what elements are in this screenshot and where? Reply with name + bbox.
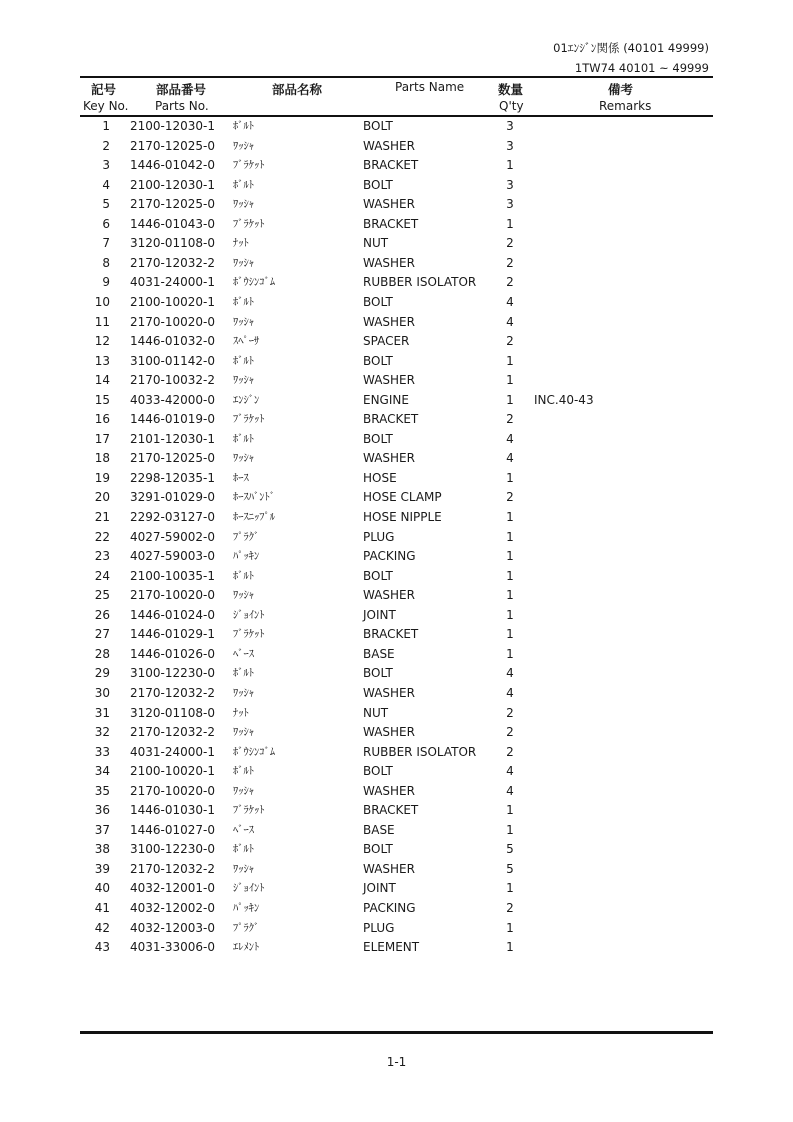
parts-name-jp-cell: ﾍﾞｰｽ xyxy=(233,647,254,660)
parts-no-cell: 2170-10020-0 xyxy=(130,314,216,329)
key-no-cell: 39 xyxy=(94,861,110,876)
column-header-name-en: Parts Name xyxy=(395,80,465,94)
parts-name-en-cell: WASHER xyxy=(363,314,415,329)
table-row xyxy=(0,371,793,391)
key-no-cell: 26 xyxy=(94,607,110,622)
key-no-cell: 32 xyxy=(94,725,110,740)
key-no-cell: 7 xyxy=(102,236,110,251)
parts-name-jp-cell: ﾜｯｼｬ xyxy=(233,686,254,699)
key-no-cell: 16 xyxy=(94,412,110,427)
key-no-cell: 5 xyxy=(102,197,110,212)
table-row xyxy=(0,293,793,313)
parts-name-jp-cell: ﾎﾞﾙﾄ xyxy=(233,354,254,367)
key-no-cell: 3 xyxy=(102,158,110,173)
quantity-cell: 3 xyxy=(506,119,514,133)
quantity-cell: 1 xyxy=(506,568,514,583)
parts-name-en-cell: PACKING xyxy=(363,901,416,915)
key-no-cell: 28 xyxy=(94,646,110,661)
table-row xyxy=(0,664,793,684)
quantity-cell: 1 xyxy=(506,822,514,837)
column-header-key-en: Key No. xyxy=(83,99,129,113)
table-row xyxy=(0,313,793,333)
key-no-cell: 22 xyxy=(94,529,110,544)
parts-no-cell: 2292-03127-0 xyxy=(130,510,216,524)
parts-no-cell: 4027-59003-0 xyxy=(130,549,216,564)
column-header-pno-en: Parts No. xyxy=(155,99,209,113)
parts-no-cell: 1446-01029-1 xyxy=(130,627,216,642)
key-no-cell: 14 xyxy=(94,373,110,388)
quantity-cell: 1 xyxy=(506,920,514,935)
key-no-cell: 30 xyxy=(94,685,110,700)
parts-name-en-cell: WASHER xyxy=(363,861,415,876)
parts-name-jp-cell: ﾎﾞｳｼﾝｺﾞﾑ xyxy=(233,276,275,289)
key-no-cell: 9 xyxy=(102,275,110,290)
table-row xyxy=(0,176,793,196)
parts-no-cell: 2170-10020-0 xyxy=(130,588,216,603)
table-row xyxy=(0,782,793,802)
key-no-cell: 43 xyxy=(94,940,110,955)
table-row xyxy=(0,410,793,430)
parts-no-cell: 2170-12032-2 xyxy=(130,725,216,740)
quantity-cell: 4 xyxy=(506,783,514,798)
key-no-cell: 19 xyxy=(94,470,110,485)
quantity-cell: 4 xyxy=(506,685,514,700)
parts-name-jp-cell: ﾌﾞﾗｹｯﾄ xyxy=(233,217,265,230)
parts-no-cell: 4031-33006-0 xyxy=(130,940,216,955)
table-row xyxy=(0,938,793,958)
key-no-cell: 40 xyxy=(94,881,110,896)
quantity-cell: 1 xyxy=(506,646,514,661)
parts-name-en-cell: RUBBER ISOLATOR xyxy=(363,744,477,759)
parts-name-jp-cell: ｴﾝｼﾞﾝ xyxy=(233,393,260,406)
parts-name-en-cell: WASHER xyxy=(363,451,415,466)
table-row xyxy=(0,430,793,450)
parts-name-en-cell: WASHER xyxy=(363,197,415,212)
parts-no-cell: 3100-12230-0 xyxy=(130,666,216,681)
quantity-cell: 2 xyxy=(506,236,514,251)
page-number: 1-1 xyxy=(386,1055,407,1069)
parts-name-en-cell: HOSE CLAMP xyxy=(363,490,442,505)
key-no-cell: 36 xyxy=(94,803,110,818)
parts-name-en-cell: BRACKET xyxy=(363,803,419,818)
parts-name-jp-cell: ﾜｯｼｬ xyxy=(233,784,254,797)
table-row xyxy=(0,137,793,157)
parts-name-jp-cell: ﾜｯｼｬ xyxy=(233,589,254,602)
parts-name-jp-cell: ﾜｯｼｬ xyxy=(233,726,254,739)
parts-name-en-cell: HOSE NIPPLE xyxy=(363,510,442,524)
quantity-cell: 4 xyxy=(506,314,514,329)
quantity-cell: 4 xyxy=(506,294,514,309)
key-no-cell: 15 xyxy=(94,392,110,407)
quantity-cell: 4 xyxy=(506,451,514,466)
parts-no-cell: 4027-59002-0 xyxy=(130,529,216,544)
parts-no-cell: 2170-12032-2 xyxy=(130,861,216,876)
parts-name-jp-cell: ｼﾞｮｲﾝﾄ xyxy=(233,608,265,621)
parts-name-jp-cell: ﾎﾞﾙﾄ xyxy=(233,843,254,856)
parts-no-cell: 4032-12002-0 xyxy=(130,901,216,915)
quantity-cell: 2 xyxy=(506,412,514,427)
parts-name-en-cell: PACKING xyxy=(363,549,416,564)
parts-no-cell: 1446-01019-0 xyxy=(130,412,216,427)
quantity-cell: 1 xyxy=(506,392,514,407)
parts-name-jp-cell: ｽﾍﾟｰｻ xyxy=(233,335,260,348)
parts-no-cell: 1446-01030-1 xyxy=(130,803,216,818)
key-no-cell: 12 xyxy=(94,334,110,349)
quantity-cell: 2 xyxy=(506,705,514,720)
quantity-cell: 2 xyxy=(506,490,514,505)
table-row xyxy=(0,879,793,899)
table-row xyxy=(0,234,793,254)
quantity-cell: 1 xyxy=(506,373,514,388)
quantity-cell: 1 xyxy=(506,607,514,622)
parts-name-jp-cell: ﾅｯﾄ xyxy=(233,706,249,719)
parts-no-cell: 3291-01029-0 xyxy=(130,490,216,505)
parts-name-jp-cell: ｴﾚﾒﾝﾄ xyxy=(233,941,260,954)
parts-name-jp-cell: ﾜｯｼｬ xyxy=(233,862,254,875)
parts-no-cell: 4031-24000-1 xyxy=(130,744,216,759)
table-row xyxy=(0,625,793,645)
quantity-cell: 1 xyxy=(506,529,514,544)
parts-name-jp-cell: ﾜｯｼｬ xyxy=(233,452,254,465)
parts-no-cell: 2170-12025-0 xyxy=(130,197,216,212)
quantity-cell: 1 xyxy=(506,881,514,896)
table-row xyxy=(0,821,793,841)
quantity-cell: 2 xyxy=(506,275,514,290)
table-row xyxy=(0,195,793,215)
parts-name-jp-cell: ﾌﾞﾗｹｯﾄ xyxy=(233,159,265,172)
key-no-cell: 11 xyxy=(94,314,110,329)
parts-name-en-cell: WASHER xyxy=(363,373,415,388)
parts-name-jp-cell: ｼﾞｮｲﾝﾄ xyxy=(233,882,265,895)
parts-no-cell: 2100-10020-1 xyxy=(130,764,216,779)
quantity-cell: 1 xyxy=(506,588,514,603)
top-rule xyxy=(80,76,713,78)
parts-no-cell: 2170-12032-2 xyxy=(130,255,216,270)
parts-no-cell: 2101-12030-1 xyxy=(130,431,216,446)
quantity-cell: 3 xyxy=(506,197,514,212)
parts-name-jp-cell: ﾜｯｼｬ xyxy=(233,315,254,328)
key-no-cell: 24 xyxy=(94,568,110,583)
key-no-cell: 31 xyxy=(94,705,110,720)
table-row xyxy=(0,469,793,489)
key-no-cell: 18 xyxy=(94,451,110,466)
key-no-cell: 17 xyxy=(94,431,110,446)
table-row xyxy=(0,586,793,606)
key-no-cell: 10 xyxy=(94,294,110,309)
parts-name-jp-cell: ﾌﾟﾗｸﾞ xyxy=(233,921,260,934)
parts-name-en-cell: NUT xyxy=(363,705,389,720)
key-no-cell: 4 xyxy=(102,177,110,192)
quantity-cell: 4 xyxy=(506,431,514,446)
table-row xyxy=(0,488,793,508)
parts-no-cell: 2170-10032-2 xyxy=(130,373,216,388)
remarks-cell: INC.40-43 xyxy=(534,392,594,407)
table-row xyxy=(0,391,793,411)
column-header-remarks-en: Remarks xyxy=(599,99,652,113)
quantity-cell: 1 xyxy=(506,627,514,642)
key-no-cell: 25 xyxy=(94,588,110,603)
parts-name-en-cell: BASE xyxy=(363,646,395,661)
parts-name-jp-cell: ﾌﾞﾗｹｯﾄ xyxy=(233,413,265,426)
parts-no-cell: 1446-01026-0 xyxy=(130,646,216,661)
parts-no-cell: 1446-01024-0 xyxy=(130,607,216,622)
quantity-cell: 4 xyxy=(506,666,514,681)
quantity-cell: 1 xyxy=(506,510,514,524)
key-no-cell: 33 xyxy=(94,744,110,759)
parts-no-cell: 2100-10020-1 xyxy=(130,294,216,309)
table-row xyxy=(0,899,793,919)
parts-name-jp-cell: ﾜｯｼｬ xyxy=(233,256,254,269)
parts-name-en-cell: BOLT xyxy=(363,119,393,133)
quantity-cell: 4 xyxy=(506,764,514,779)
key-no-cell: 27 xyxy=(94,627,110,642)
quantity-cell: 2 xyxy=(506,744,514,759)
parts-name-en-cell: BOLT xyxy=(363,764,393,779)
parts-no-cell: 2100-10035-1 xyxy=(130,568,216,583)
parts-name-jp-cell: ﾌﾟﾗｸﾞ xyxy=(233,530,260,543)
table-row xyxy=(0,684,793,704)
quantity-cell: 5 xyxy=(506,842,514,857)
parts-name-en-cell: BRACKET xyxy=(363,216,419,231)
table-row xyxy=(0,704,793,724)
parts-name-jp-cell: ﾎﾞｳｼﾝｺﾞﾑ xyxy=(233,745,275,758)
parts-name-en-cell: JOINT xyxy=(363,881,396,896)
header-model-range: 1TW74 40101 ~ 49999 xyxy=(574,61,709,75)
column-header-pno-jp: 部品番号 xyxy=(156,82,207,97)
quantity-cell: 1 xyxy=(506,353,514,368)
parts-no-cell: 2100-12030-1 xyxy=(130,177,216,192)
table-row xyxy=(0,860,793,880)
parts-name-en-cell: BOLT xyxy=(363,353,393,368)
parts-name-jp-cell: ﾊﾟｯｷﾝ xyxy=(233,550,260,563)
parts-no-cell: 3120-01108-0 xyxy=(130,236,216,251)
parts-no-cell: 1446-01042-0 xyxy=(130,158,216,173)
table-row xyxy=(0,547,793,567)
parts-name-jp-cell: ﾎﾞﾙﾄ xyxy=(233,295,254,308)
column-header-qty-en: Q'ty xyxy=(499,99,524,113)
quantity-cell: 2 xyxy=(506,901,514,915)
parts-name-en-cell: BRACKET xyxy=(363,627,419,642)
parts-name-en-cell: BOLT xyxy=(363,431,393,446)
parts-name-en-cell: PLUG xyxy=(363,529,395,544)
parts-name-en-cell: WASHER xyxy=(363,138,415,153)
table-row xyxy=(0,156,793,176)
key-no-cell: 41 xyxy=(94,901,110,915)
parts-no-cell: 2170-12025-0 xyxy=(130,451,216,466)
parts-name-jp-cell: ﾎﾞﾙﾄ xyxy=(233,765,254,778)
parts-no-cell: 4033-42000-0 xyxy=(130,392,216,407)
quantity-cell: 2 xyxy=(506,255,514,270)
table-row xyxy=(0,723,793,743)
key-no-cell: 8 xyxy=(102,255,110,270)
parts-name-en-cell: RUBBER ISOLATOR xyxy=(363,275,477,290)
parts-name-en-cell: NUT xyxy=(363,236,389,251)
parts-name-jp-cell: ﾎｰｽﾊﾞﾝﾄﾞ xyxy=(233,491,275,504)
parts-name-jp-cell: ﾎﾞﾙﾄ xyxy=(233,178,254,191)
header-section-title: 01ｴﾝｼﾞﾝ関係 (40101 49999) xyxy=(553,41,709,55)
parts-name-en-cell: ENGINE xyxy=(363,392,409,407)
bottom-rule xyxy=(80,1031,713,1034)
key-no-cell: 20 xyxy=(94,490,110,505)
table-row xyxy=(0,215,793,235)
table-row xyxy=(0,762,793,782)
parts-no-cell: 2100-12030-1 xyxy=(130,119,216,133)
quantity-cell: 1 xyxy=(506,158,514,173)
quantity-cell: 3 xyxy=(506,177,514,192)
parts-name-en-cell: BOLT xyxy=(363,842,393,857)
parts-no-cell: 3100-01142-0 xyxy=(130,353,216,368)
key-no-cell: 2 xyxy=(102,138,110,153)
quantity-cell: 1 xyxy=(506,470,514,485)
parts-name-jp-cell: ﾊﾟｯｷﾝ xyxy=(233,902,260,914)
parts-name-en-cell: BRACKET xyxy=(363,412,419,427)
parts-name-en-cell: PLUG xyxy=(363,920,395,935)
parts-name-en-cell: WASHER xyxy=(363,588,415,603)
table-row xyxy=(0,273,793,293)
column-header-remarks-jp: 備考 xyxy=(608,82,634,97)
parts-no-cell: 1446-01032-0 xyxy=(130,334,216,349)
column-header-qty-jp: 数量 xyxy=(498,82,524,97)
parts-name-en-cell: BASE xyxy=(363,822,395,837)
key-no-cell: 23 xyxy=(94,549,110,564)
quantity-cell: 1 xyxy=(506,549,514,564)
parts-name-en-cell: SPACER xyxy=(363,334,410,349)
quantity-cell: 2 xyxy=(506,334,514,349)
parts-name-jp-cell: ﾎﾞﾙﾄ xyxy=(233,432,254,445)
parts-no-cell: 2170-12032-2 xyxy=(130,685,216,700)
parts-name-en-cell: BOLT xyxy=(363,666,393,681)
quantity-cell: 1 xyxy=(506,803,514,818)
parts-name-en-cell: BOLT xyxy=(363,568,393,583)
parts-name-jp-cell: ﾜｯｼｬ xyxy=(233,139,254,152)
quantity-cell: 1 xyxy=(506,940,514,955)
table-row xyxy=(0,352,793,372)
table-row xyxy=(0,117,793,137)
parts-name-en-cell: BRACKET xyxy=(363,158,419,173)
table-row xyxy=(0,567,793,587)
parts-name-jp-cell: ﾎﾞﾙﾄ xyxy=(233,120,254,132)
table-row xyxy=(0,645,793,665)
parts-name-jp-cell: ﾌﾞﾗｹｯﾄ xyxy=(233,804,265,817)
table-row xyxy=(0,508,793,528)
parts-name-en-cell: WASHER xyxy=(363,685,415,700)
parts-name-jp-cell: ﾌﾞﾗｹｯﾄ xyxy=(233,628,265,641)
parts-name-jp-cell: ﾎｰｽﾆｯﾌﾟﾙ xyxy=(233,511,275,523)
parts-name-en-cell: WASHER xyxy=(363,783,415,798)
column-header-name-jp: 部品名称 xyxy=(272,82,323,97)
parts-name-jp-cell: ﾜｯｼｬ xyxy=(233,198,254,211)
parts-no-cell: 4032-12001-0 xyxy=(130,881,216,896)
key-no-cell: 21 xyxy=(94,510,110,524)
quantity-cell: 1 xyxy=(506,216,514,231)
column-header-key-jp: 記号 xyxy=(91,82,117,97)
parts-name-en-cell: HOSE xyxy=(363,470,397,485)
table-row xyxy=(0,919,793,939)
key-no-cell: 29 xyxy=(94,666,110,681)
parts-name-jp-cell: ﾎｰｽ xyxy=(233,471,249,484)
parts-no-cell: 1446-01027-0 xyxy=(130,822,216,837)
parts-name-jp-cell: ﾍﾞｰｽ xyxy=(233,823,254,836)
quantity-cell: 2 xyxy=(506,725,514,740)
parts-name-jp-cell: ﾎﾞﾙﾄ xyxy=(233,569,254,582)
parts-no-cell: 1446-01043-0 xyxy=(130,216,216,231)
table-row xyxy=(0,801,793,821)
parts-name-en-cell: WASHER xyxy=(363,255,415,270)
key-no-cell: 13 xyxy=(94,353,110,368)
parts-name-en-cell: BOLT xyxy=(363,294,393,309)
key-no-cell: 42 xyxy=(94,920,110,935)
key-no-cell: 34 xyxy=(94,764,110,779)
parts-no-cell: 2170-12025-0 xyxy=(130,138,216,153)
parts-no-cell: 2298-12035-1 xyxy=(130,470,216,485)
table-row xyxy=(0,840,793,860)
parts-no-cell: 3120-01108-0 xyxy=(130,705,216,720)
table-row xyxy=(0,332,793,352)
parts-name-en-cell: BOLT xyxy=(363,177,393,192)
quantity-cell: 3 xyxy=(506,138,514,153)
parts-name-en-cell: WASHER xyxy=(363,725,415,740)
key-no-cell: 35 xyxy=(94,783,110,798)
key-no-cell: 38 xyxy=(94,842,110,857)
key-no-cell: 37 xyxy=(94,822,110,837)
table-row xyxy=(0,606,793,626)
parts-name-jp-cell: ﾜｯｼｬ xyxy=(233,374,254,387)
parts-no-cell: 4031-24000-1 xyxy=(130,275,216,290)
table-row xyxy=(0,254,793,274)
key-no-cell: 6 xyxy=(102,216,110,231)
parts-no-cell: 4032-12003-0 xyxy=(130,920,216,935)
parts-no-cell: 3100-12230-0 xyxy=(130,842,216,857)
key-no-cell: 1 xyxy=(102,119,110,133)
table-row xyxy=(0,449,793,469)
parts-no-cell: 2170-10020-0 xyxy=(130,783,216,798)
quantity-cell: 5 xyxy=(506,861,514,876)
parts-name-en-cell: JOINT xyxy=(363,607,396,622)
parts-name-jp-cell: ﾅｯﾄ xyxy=(233,237,249,250)
table-row xyxy=(0,743,793,763)
parts-name-en-cell: ELEMENT xyxy=(363,940,420,955)
table-row xyxy=(0,528,793,548)
parts-name-jp-cell: ﾎﾞﾙﾄ xyxy=(233,667,254,680)
